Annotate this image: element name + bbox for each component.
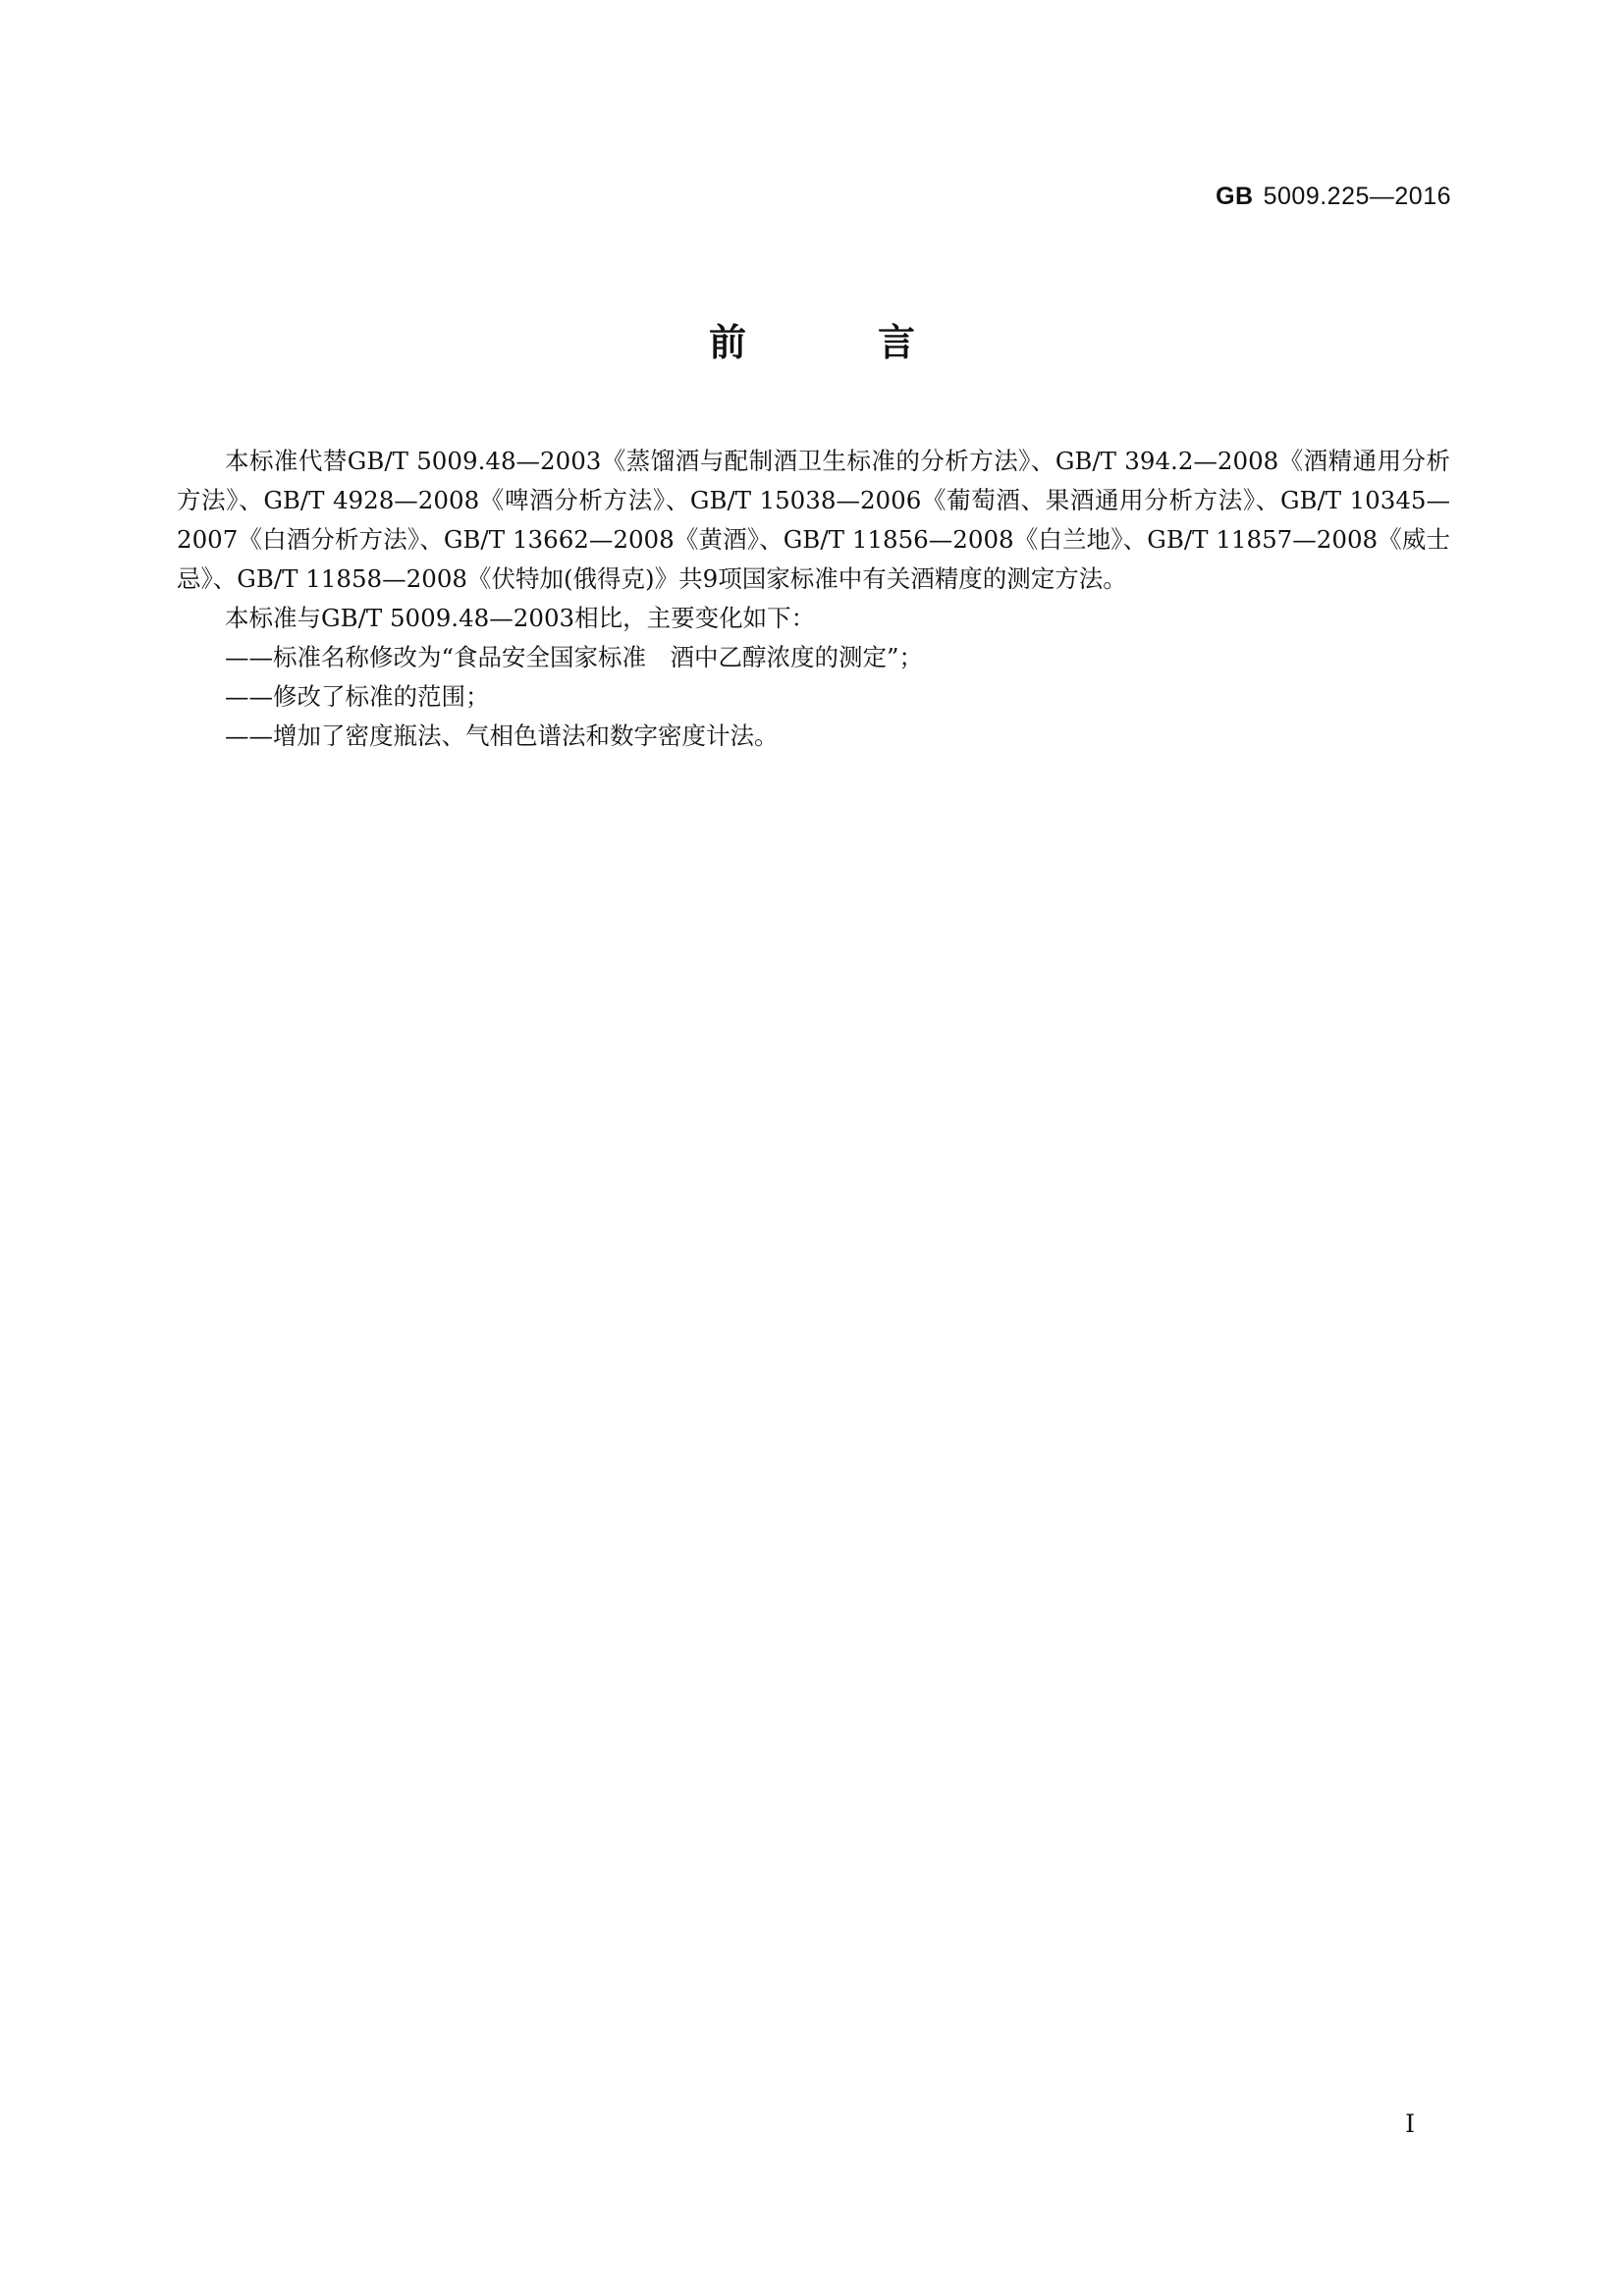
standard-number: 5009.225—2016 (1263, 183, 1451, 210)
paragraph-replaced-standards: 本标准代替GB/T 5009.48—2003《蒸馏酒与配制酒卫生标准的分析方法》、GB/T 394.2—2008《酒精通用分析方法》、GB/T 4928—2008《啤酒分析方法》、GB/T 15038—2006《葡萄酒、果酒通用分析方法》、GB/T 10345—2007《白酒分析方法》、GB/T 13662—2008《黄酒》、GB/T 11856—2008《白兰地》、GB/T 11857—2008《威士忌》、GB/T 11858—2008《伏特加(俄得克)》共9项国家标准中有关酒精度的测定方法。 (177, 447, 1450, 593)
standard-prefix: GB (1216, 183, 1254, 210)
changes-list (177, 638, 1450, 756)
list-item: ——修改了标准的范围； (225, 682, 490, 711)
document-body (177, 442, 1450, 756)
standard-number-header (1216, 183, 1451, 211)
list-item: ——增加了密度瓶法、气相色谱法和数字密度计法。 (225, 721, 779, 750)
list-item: ——标准名称修改为“食品安全国家标准 酒中乙醇浓度的测定”； (225, 643, 924, 671)
paragraph-changes-intro: 本标准与GB/T 5009.48—2003相比，主要变化如下： (225, 604, 816, 632)
page-title: 前 言 (708, 321, 962, 364)
page-number: I (1405, 2109, 1415, 2138)
